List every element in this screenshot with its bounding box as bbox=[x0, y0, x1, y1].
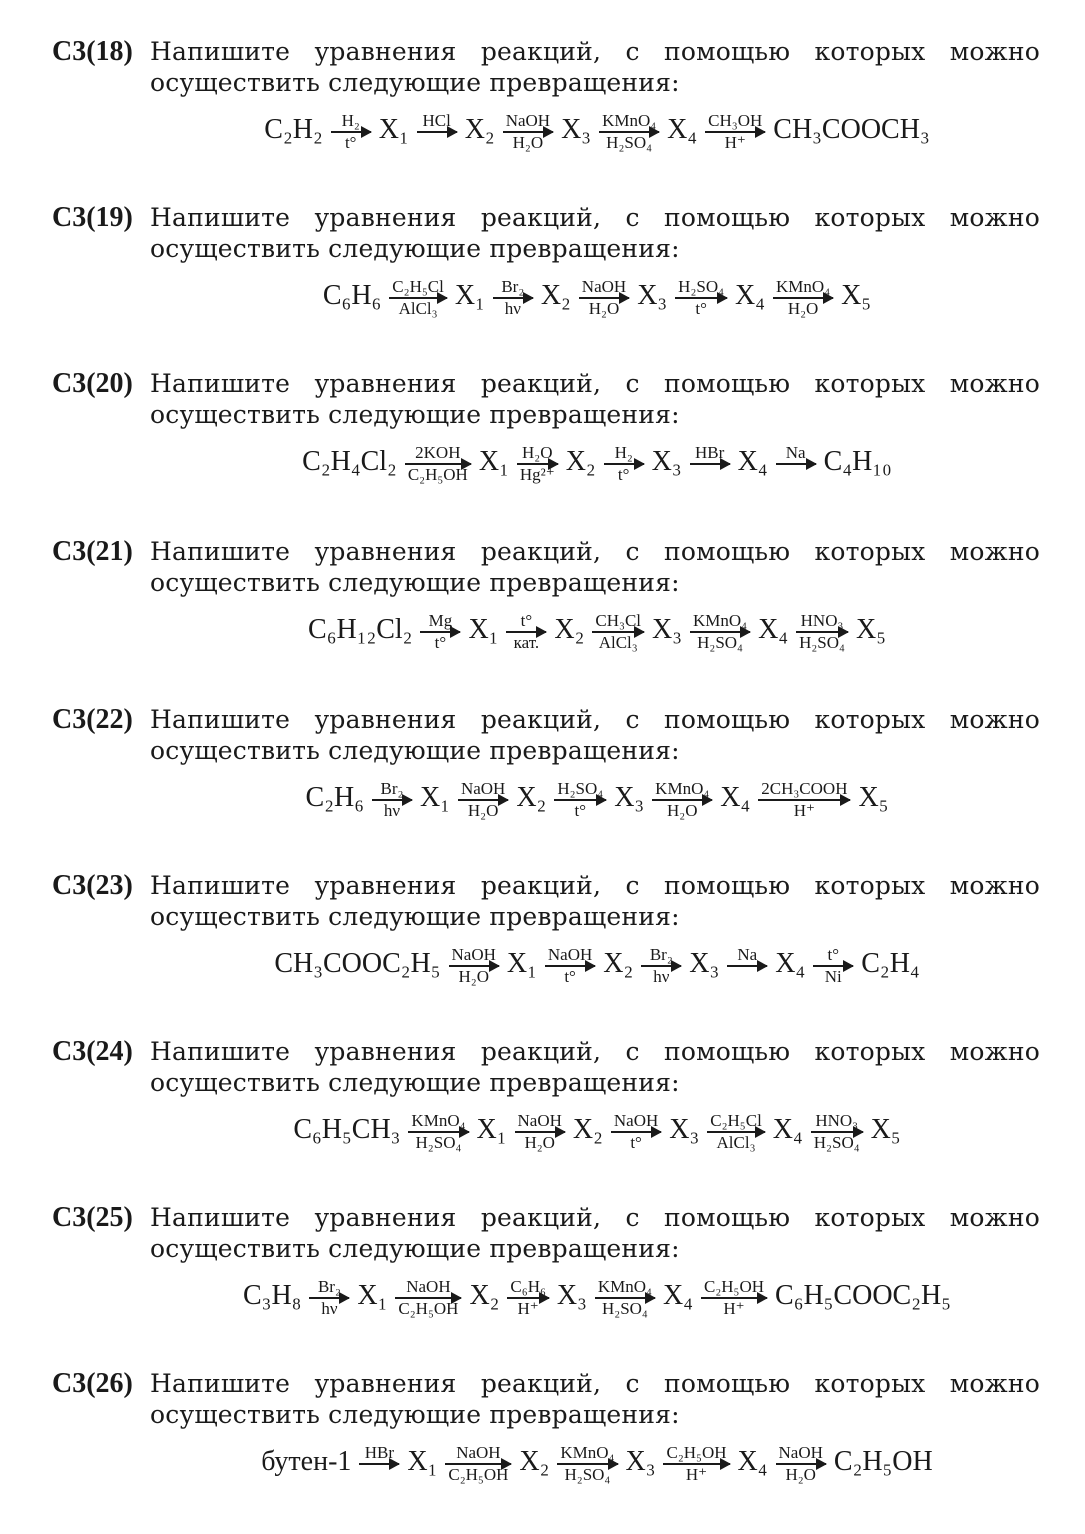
reaction-arrow bbox=[579, 277, 629, 319]
arrow-condition-below: H₂SO₄ bbox=[813, 1133, 860, 1152]
scheme-product: X₄ bbox=[735, 280, 766, 311]
scheme-product: X₄ bbox=[737, 1446, 768, 1477]
reaction-arrow bbox=[611, 1111, 661, 1153]
arrow-condition-below: AlCl₃ bbox=[716, 1133, 756, 1152]
problem-block bbox=[52, 1036, 1042, 1156]
arrow-reagent-above: t° bbox=[827, 945, 840, 964]
reaction-arrow bbox=[389, 277, 447, 319]
arrow-reagent-above: Na bbox=[785, 443, 806, 462]
scheme-start-substance: C₂H₄Cl₂ bbox=[302, 446, 397, 477]
scheme-start-substance: C₆H₅CH₃ bbox=[293, 1114, 401, 1145]
problem-number: С3(19) bbox=[52, 202, 133, 233]
arrow-line-icon bbox=[545, 965, 595, 967]
problem-block bbox=[52, 368, 1042, 488]
reaction-scheme bbox=[152, 436, 1042, 488]
problem-text: Напишите уравнения реакций, с помощью которых можно осуществить следующие превращения: bbox=[150, 871, 1040, 931]
arrow-reagent-above: Br₂ bbox=[317, 1277, 341, 1296]
scheme-start-substance: C₂H₂ bbox=[264, 114, 323, 145]
arrow-condition-below: H⁺ bbox=[517, 1299, 539, 1318]
problem-block bbox=[52, 536, 1042, 656]
reaction-arrow bbox=[408, 1111, 468, 1153]
reaction-arrow bbox=[813, 945, 853, 987]
scheme-product: X₄ bbox=[758, 614, 789, 645]
scheme-product: X₃ bbox=[625, 1446, 656, 1477]
arrow-line-icon bbox=[506, 631, 546, 633]
problem-header bbox=[52, 536, 1042, 600]
scheme-product: X₃ bbox=[556, 1280, 587, 1311]
reaction-arrow bbox=[604, 443, 644, 485]
arrow-reagent-above: C₂H₅OH bbox=[703, 1277, 765, 1296]
arrow-line-icon bbox=[420, 631, 460, 633]
problem-header bbox=[52, 870, 1042, 934]
reaction-scheme bbox=[152, 1436, 1042, 1488]
reaction-arrow bbox=[773, 277, 833, 319]
reaction-arrow bbox=[331, 111, 371, 153]
problem-text: Напишите уравнения реакций, с помощью которых можно осуществить следующие превращения: bbox=[150, 203, 1040, 263]
arrow-reagent-above: NaOH bbox=[581, 277, 627, 296]
arrow-condition-below: C₂H₅OH bbox=[407, 465, 468, 484]
arrow-reagent-above: H₂ bbox=[341, 111, 360, 130]
arrow-reagent-above: KMnO₄ bbox=[655, 779, 710, 798]
arrow-line-icon bbox=[707, 1131, 765, 1133]
scheme-product: X₄ bbox=[720, 782, 751, 813]
reaction-arrow bbox=[309, 1277, 349, 1319]
reaction-arrow bbox=[506, 611, 546, 653]
arrow-reagent-above: Mg bbox=[428, 611, 453, 630]
arrow-line-icon bbox=[652, 799, 712, 801]
problem-block bbox=[52, 704, 1042, 824]
reaction-arrow bbox=[458, 779, 508, 821]
scheme-start-substance: C₃H₈ bbox=[243, 1280, 302, 1311]
arrow-condition-below: t° bbox=[695, 299, 707, 318]
arrow-condition-below: AlCl₃ bbox=[398, 299, 438, 318]
arrow-line-icon bbox=[663, 1463, 729, 1465]
reaction-arrow bbox=[420, 611, 460, 653]
reaction-arrow bbox=[359, 1443, 399, 1485]
arrow-reagent-above: HBr bbox=[695, 443, 725, 462]
problem-header bbox=[52, 1368, 1042, 1432]
scheme-start-substance: C₆H₆ bbox=[322, 280, 382, 311]
arrow-line-icon bbox=[796, 631, 848, 633]
arrow-condition-below: Hg²⁺ bbox=[519, 465, 555, 484]
scheme-product: X₄ bbox=[737, 446, 768, 477]
arrow-line-icon bbox=[604, 463, 644, 465]
arrow-condition-below: t° bbox=[574, 801, 587, 820]
arrow-reagent-above: t° bbox=[520, 611, 533, 630]
arrow-condition-below: кат. bbox=[513, 633, 540, 652]
arrow-reagent-above: H₂O bbox=[522, 443, 553, 462]
reaction-arrow bbox=[758, 779, 850, 821]
arrow-line-icon bbox=[727, 965, 767, 967]
scheme-product: C₆H₅COOC₂H₅ bbox=[775, 1280, 951, 1311]
problem-number: С3(26) bbox=[52, 1368, 133, 1399]
arrow-condition-below: H₂O bbox=[467, 801, 499, 820]
arrow-line-icon bbox=[758, 799, 850, 801]
reaction-arrow bbox=[517, 443, 558, 485]
arrow-line-icon bbox=[507, 1297, 548, 1299]
problem-text: Напишите уравнения реакций, с помощью которых можно осуществить следующие превращения: bbox=[150, 37, 1040, 97]
scheme-product: X₁ bbox=[478, 446, 509, 477]
arrow-reagent-above: H₂SO₄ bbox=[557, 779, 604, 798]
problem-text: Напишите уравнения реакций, с помощью которых можно осуществить следующие превращения: bbox=[150, 1037, 1040, 1097]
arrow-condition-below: H₂SO₄ bbox=[564, 1465, 611, 1484]
arrow-reagent-above: HCl bbox=[422, 111, 451, 130]
arrow-line-icon bbox=[701, 1297, 767, 1299]
arrow-reagent-above: 2CH₃COOH bbox=[761, 779, 848, 798]
reaction-arrow bbox=[727, 945, 767, 987]
reaction-arrow bbox=[641, 945, 681, 987]
scheme-start-substance: C₂H₆ bbox=[305, 782, 364, 813]
scheme-product: X₂ bbox=[540, 280, 571, 311]
arrow-line-icon bbox=[309, 1297, 349, 1299]
arrow-reagent-above: KMnO₄ bbox=[560, 1443, 615, 1462]
arrow-condition-below: hν bbox=[383, 801, 401, 820]
arrow-reagent-above: HNO₃ bbox=[800, 611, 844, 630]
reaction-arrow bbox=[417, 111, 457, 153]
arrow-condition-below: t° bbox=[434, 633, 447, 652]
scheme-product: X₃ bbox=[689, 948, 720, 979]
arrow-line-icon bbox=[599, 131, 659, 133]
arrow-line-icon bbox=[359, 1463, 399, 1465]
arrow-line-icon bbox=[705, 131, 765, 133]
arrow-line-icon bbox=[405, 463, 471, 465]
problem-number: С3(24) bbox=[52, 1036, 133, 1067]
arrow-reagent-above: HBr bbox=[364, 1443, 395, 1462]
arrow-condition-below: H⁺ bbox=[793, 801, 815, 820]
reaction-arrow bbox=[776, 1443, 826, 1485]
problem-block bbox=[52, 1368, 1042, 1488]
reaction-arrow bbox=[652, 779, 712, 821]
arrow-reagent-above: HNO₃ bbox=[815, 1111, 859, 1130]
arrow-line-icon bbox=[595, 1297, 655, 1299]
scheme-product: X₁ bbox=[506, 948, 537, 979]
arrow-reagent-above: C₂H₅Cl bbox=[710, 1111, 762, 1130]
reaction-arrow bbox=[776, 443, 816, 485]
arrow-line-icon bbox=[389, 297, 447, 299]
scheme-product: X₂ bbox=[572, 1114, 603, 1145]
scheme-product: X₂ bbox=[554, 614, 585, 645]
arrow-reagent-above: Na bbox=[737, 945, 758, 964]
problem-text: Напишите уравнения реакций, с помощью которых можно осуществить следующие превращения: bbox=[150, 705, 1040, 765]
problem-block bbox=[52, 870, 1042, 990]
reaction-arrow bbox=[445, 1443, 511, 1485]
reaction-arrow bbox=[503, 111, 553, 153]
scheme-product: X₂ bbox=[469, 1280, 500, 1311]
reaction-scheme bbox=[152, 1104, 1042, 1156]
scheme-product: X₃ bbox=[651, 446, 682, 477]
reaction-scheme bbox=[152, 270, 1042, 322]
arrow-line-icon bbox=[776, 1463, 826, 1465]
arrow-line-icon bbox=[458, 799, 508, 801]
arrow-condition-below: H₂O bbox=[524, 1133, 555, 1152]
reaction-arrow bbox=[557, 1443, 617, 1485]
arrow-condition-below: H₂O bbox=[787, 299, 819, 318]
arrow-condition-below bbox=[744, 967, 750, 987]
scheme-product: X₅ bbox=[855, 614, 886, 645]
scheme-product: X₃ bbox=[561, 114, 592, 145]
arrow-line-icon bbox=[611, 1131, 661, 1133]
arrow-condition-below: C₂H₅OH bbox=[398, 1299, 459, 1318]
arrow-line-icon bbox=[554, 799, 606, 801]
arrow-condition-below: H₂SO₄ bbox=[602, 1299, 648, 1318]
arrow-line-icon bbox=[690, 631, 750, 633]
arrow-condition-below: H⁺ bbox=[724, 133, 746, 152]
problem-header bbox=[52, 368, 1042, 432]
arrow-reagent-above: KMnO₄ bbox=[602, 111, 657, 130]
arrow-condition-below: H₂O bbox=[458, 967, 489, 986]
reaction-arrow bbox=[707, 1111, 765, 1153]
reaction-arrow bbox=[515, 1111, 565, 1153]
arrow-reagent-above: CH₃OH bbox=[708, 111, 763, 130]
reaction-arrow bbox=[595, 1277, 655, 1319]
arrow-line-icon bbox=[493, 297, 533, 299]
arrow-line-icon bbox=[417, 131, 457, 133]
scheme-product: X₅ bbox=[870, 1114, 901, 1145]
arrow-reagent-above: NaOH bbox=[406, 1277, 451, 1296]
arrow-line-icon bbox=[579, 297, 629, 299]
scheme-product: X₅ bbox=[858, 782, 889, 813]
problem-number: С3(23) bbox=[52, 870, 133, 901]
arrow-reagent-above: KMnO₄ bbox=[693, 611, 748, 630]
arrow-reagent-above: Br₂ bbox=[501, 277, 525, 296]
arrow-reagent-above: C₆H₆ bbox=[510, 1277, 546, 1296]
arrow-condition-below: t° bbox=[344, 133, 357, 152]
arrow-line-icon bbox=[449, 965, 499, 967]
arrow-reagent-above: NaOH bbox=[460, 779, 506, 798]
arrow-reagent-above: C₂H₅Cl bbox=[392, 277, 444, 296]
reaction-arrow bbox=[592, 611, 644, 653]
reaction-scheme bbox=[152, 604, 1042, 656]
problem-number: С3(21) bbox=[52, 536, 133, 567]
scheme-product: C₂H₅OH bbox=[833, 1446, 933, 1477]
arrow-condition-below: H₂SO₄ bbox=[415, 1133, 462, 1152]
arrow-condition-below: t° bbox=[630, 1133, 642, 1152]
problem-header bbox=[52, 1036, 1042, 1100]
problem-text: Напишите уравнения реакций, с помощью которых можно осуществить следующие превращения: bbox=[150, 369, 1040, 429]
reaction-arrow bbox=[405, 443, 471, 485]
arrow-reagent-above: NaOH bbox=[451, 945, 496, 964]
scheme-product: X₄ bbox=[775, 948, 806, 979]
scheme-product: X₁ bbox=[468, 614, 499, 645]
scheme-product: X₁ bbox=[476, 1114, 507, 1145]
scheme-product: C₂H₄ bbox=[861, 948, 920, 979]
scheme-product: X₂ bbox=[519, 1446, 550, 1477]
arrow-condition-below: H₂O bbox=[785, 1465, 816, 1484]
arrow-reagent-above: H₂SO₄ bbox=[678, 277, 725, 296]
arrow-line-icon bbox=[408, 1131, 468, 1133]
scheme-product: X₁ bbox=[357, 1280, 388, 1311]
arrow-reagent-above: Br₂ bbox=[649, 945, 673, 964]
scheme-product: X₂ bbox=[603, 948, 634, 979]
arrow-condition-below: H₂O bbox=[588, 299, 620, 318]
arrow-condition-below: hν bbox=[504, 299, 521, 318]
scheme-product: X₄ bbox=[772, 1114, 803, 1145]
arrow-line-icon bbox=[776, 463, 816, 465]
arrow-condition-below: H₂SO₄ bbox=[697, 633, 743, 652]
problem-header bbox=[52, 1202, 1042, 1266]
problem-number: С3(25) bbox=[52, 1202, 133, 1233]
arrow-reagent-above: NaOH bbox=[517, 1111, 562, 1130]
scheme-product: X₄ bbox=[663, 1280, 693, 1311]
reaction-arrow bbox=[690, 611, 750, 653]
arrow-condition-below bbox=[793, 465, 799, 485]
arrow-reagent-above: C₂H₅OH bbox=[666, 1443, 727, 1462]
problem-header bbox=[52, 202, 1042, 266]
reaction-arrow bbox=[449, 945, 499, 987]
arrow-condition-below: t° bbox=[564, 967, 576, 986]
scheme-product: X₃ bbox=[614, 782, 645, 813]
arrow-reagent-above: H₂ bbox=[614, 443, 633, 462]
arrow-reagent-above: NaOH bbox=[505, 111, 551, 130]
reaction-arrow bbox=[701, 1277, 767, 1319]
reaction-arrow bbox=[811, 1111, 863, 1153]
arrow-condition-below: H₂SO₄ bbox=[799, 633, 845, 652]
arrow-line-icon bbox=[813, 965, 853, 967]
scheme-product: X₁ bbox=[419, 782, 450, 813]
arrow-condition-below: H₂SO₄ bbox=[606, 133, 653, 152]
problem-header bbox=[52, 704, 1042, 768]
arrow-line-icon bbox=[773, 297, 833, 299]
arrow-condition-below bbox=[434, 133, 440, 153]
arrow-reagent-above: NaOH bbox=[613, 1111, 659, 1130]
arrow-reagent-above: KMnO₄ bbox=[411, 1111, 466, 1130]
scheme-product: X₁ bbox=[407, 1446, 438, 1477]
arrow-reagent-above: CH₃Cl bbox=[595, 611, 642, 630]
scheme-product: X₁ bbox=[378, 114, 409, 145]
arrow-line-icon bbox=[557, 1463, 617, 1465]
arrow-line-icon bbox=[592, 631, 644, 633]
scheme-product: X₂ bbox=[516, 782, 547, 813]
arrow-line-icon bbox=[331, 131, 371, 133]
problem-block bbox=[52, 202, 1042, 322]
reaction-arrow bbox=[545, 945, 595, 987]
arrow-line-icon bbox=[445, 1463, 511, 1465]
arrow-condition-below: t° bbox=[617, 465, 630, 484]
scheme-product: X₅ bbox=[841, 280, 872, 311]
arrow-condition-below: H⁺ bbox=[685, 1465, 708, 1484]
arrow-condition-below: hν bbox=[321, 1299, 338, 1318]
reaction-arrow bbox=[507, 1277, 548, 1319]
scheme-start-substance: бутен-1 bbox=[261, 1446, 352, 1477]
reaction-arrow bbox=[663, 1443, 729, 1485]
reaction-arrow bbox=[690, 443, 730, 485]
arrow-condition-below: H₂O bbox=[666, 801, 698, 820]
reaction-arrow bbox=[372, 779, 412, 821]
scheme-product: X₁ bbox=[454, 280, 485, 311]
scheme-product: X₃ bbox=[637, 280, 668, 311]
arrow-line-icon bbox=[372, 799, 412, 801]
scheme-product: C₄H₁₀ bbox=[823, 446, 892, 477]
arrow-condition-below bbox=[376, 1465, 382, 1485]
arrow-line-icon bbox=[690, 463, 730, 465]
arrow-reagent-above: NaOH bbox=[456, 1443, 501, 1462]
arrow-condition-below: H⁺ bbox=[723, 1299, 745, 1318]
arrow-reagent-above: NaOH bbox=[778, 1443, 823, 1462]
arrow-condition-below: H₂O bbox=[512, 133, 544, 152]
scheme-start-substance: CH₃COOC₂H₅ bbox=[274, 948, 441, 979]
problem-number: С3(22) bbox=[52, 704, 133, 735]
arrow-line-icon bbox=[811, 1131, 863, 1133]
scheme-product: X₃ bbox=[669, 1114, 700, 1145]
arrow-condition-below: AlCl₃ bbox=[598, 633, 638, 652]
scheme-product: X₂ bbox=[464, 114, 495, 145]
reaction-scheme bbox=[152, 1270, 1042, 1322]
reaction-scheme bbox=[152, 104, 1042, 156]
scheme-product: X₄ bbox=[667, 114, 698, 145]
scheme-start-substance: C₆H₁₂Cl₂ bbox=[308, 614, 413, 645]
reaction-arrow bbox=[554, 779, 606, 821]
arrow-condition-below bbox=[707, 465, 713, 485]
arrow-reagent-above: NaOH bbox=[547, 945, 593, 964]
problem-number: С3(20) bbox=[52, 368, 133, 399]
arrow-line-icon bbox=[675, 297, 727, 299]
arrow-condition-below: hν bbox=[653, 967, 670, 986]
problem-block bbox=[52, 36, 1042, 156]
reaction-scheme bbox=[152, 938, 1042, 990]
arrow-line-icon bbox=[515, 1131, 565, 1133]
arrow-line-icon bbox=[641, 965, 681, 967]
problem-header bbox=[52, 36, 1042, 100]
reaction-arrow bbox=[705, 111, 765, 153]
arrow-condition-below: Ni bbox=[824, 967, 842, 986]
scheme-product: X₂ bbox=[565, 446, 596, 477]
problem-number: С3(18) bbox=[52, 36, 133, 67]
scheme-product: CH₃COOCH₃ bbox=[773, 114, 930, 145]
scheme-product: X₃ bbox=[652, 614, 682, 645]
problem-block bbox=[52, 1202, 1042, 1322]
reaction-arrow bbox=[599, 111, 659, 153]
problem-text: Напишите уравнения реакций, с помощью которых можно осуществить следующие превращения: bbox=[150, 1203, 1040, 1263]
problem-text: Напишите уравнения реакций, с помощью которых можно осуществить следующие превращения: bbox=[150, 537, 1040, 597]
arrow-reagent-above: Br₂ bbox=[380, 779, 404, 798]
arrow-condition-below: C₂H₅OH bbox=[448, 1465, 509, 1484]
arrow-reagent-above: KMnO₄ bbox=[776, 277, 831, 296]
arrow-line-icon bbox=[503, 131, 553, 133]
arrow-reagent-above: 2KOH bbox=[415, 443, 461, 462]
reaction-scheme bbox=[152, 772, 1042, 824]
reaction-arrow bbox=[493, 277, 533, 319]
arrow-line-icon bbox=[517, 463, 558, 465]
problem-text: Напишите уравнения реакций, с помощью которых можно осуществить следующие превращения: bbox=[150, 1369, 1040, 1429]
reaction-arrow bbox=[675, 277, 727, 319]
reaction-arrow bbox=[796, 611, 848, 653]
reaction-arrow bbox=[395, 1277, 461, 1319]
arrow-line-icon bbox=[395, 1297, 461, 1299]
arrow-reagent-above: KMnO₄ bbox=[597, 1277, 652, 1296]
